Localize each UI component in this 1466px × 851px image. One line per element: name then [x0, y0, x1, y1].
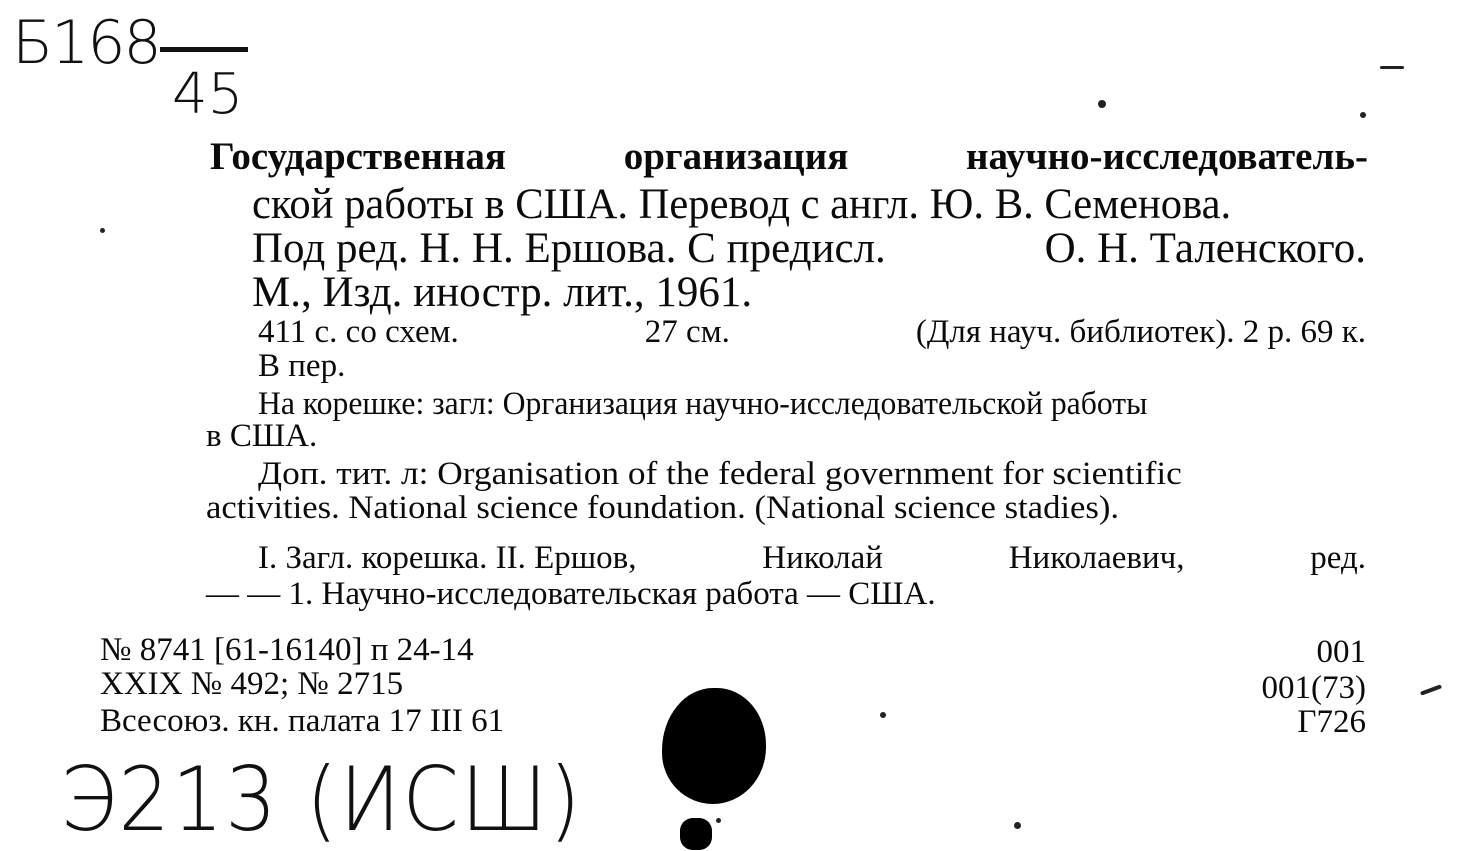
udc-code-2: 001(73)	[1261, 670, 1366, 706]
shelfmark-top: Б168	[12, 8, 160, 78]
added-title-note: Доп. тит. л: Organisation of the federal government for scientific	[258, 456, 1182, 492]
ink-drip	[680, 818, 712, 850]
spine-title-note-cont: в США.	[206, 418, 318, 454]
size-text: 27 см.	[644, 314, 730, 350]
physical-line-1	[258, 314, 1366, 351]
dust-speck	[1014, 822, 1021, 829]
title-line-1	[210, 134, 1368, 179]
spine-title-note: На корешке: загл: Организация научно-исследовательской работы	[258, 386, 1148, 422]
tracing-text: Николаевич,	[1008, 540, 1185, 576]
card-number: № 8741 [61-16140] п 24-14	[100, 632, 474, 668]
udc-code-1: 001	[1316, 634, 1366, 670]
handwritten-note: Э213 (ИСШ)	[60, 748, 583, 851]
title-line-3	[252, 224, 1366, 273]
dust-speck	[100, 228, 105, 233]
tracing-text: Николай	[762, 540, 883, 576]
dust-speck	[880, 712, 886, 718]
editor-text: Под ред. Н. Н. Ершова. С предисл.	[252, 225, 886, 272]
shelfmark-divider	[160, 47, 248, 52]
title-word: Государственная	[210, 135, 507, 178]
dust-speck	[1420, 684, 1442, 695]
price-text: (Для науч. библиотек). 2 р. 69 к.	[915, 314, 1366, 350]
preface-author-text: О. Н. Таленского.	[1044, 225, 1366, 272]
chronicle-reference: XXIX № 492; № 2715	[100, 666, 404, 702]
tracing-text: I. Загл. корешка. II. Ершов,	[258, 540, 637, 576]
tracings-line-1	[258, 540, 1366, 577]
title-word: научно-исследователь-	[966, 135, 1368, 178]
dust-speck	[1380, 66, 1404, 69]
dust-speck	[716, 818, 721, 823]
shelfmark-bottom: 45	[172, 62, 244, 127]
tracings-line-2: — — 1. Научно-исследовательская работа — США.	[206, 576, 936, 612]
title-word: организация	[623, 135, 849, 178]
chamber-stamp: Всесоюз. кн. палата 17 III 61	[100, 703, 505, 739]
author-mark: Г726	[1297, 704, 1366, 740]
binding-text: В пер.	[258, 348, 346, 384]
tracing-text: ред.	[1310, 540, 1366, 576]
imprint-line: М., Изд. иностр. лит., 1961.	[252, 269, 753, 316]
pagination-text: 411 с. со схем.	[258, 314, 459, 350]
dust-speck	[1098, 100, 1106, 108]
added-title-note-cont: activities. National science foundation. (National science stadies).	[206, 490, 1120, 526]
title-line-2: ской работы в США. Перевод с англ. Ю. В. Семенова.	[252, 181, 1232, 228]
ink-blot	[662, 688, 766, 804]
dust-speck	[1360, 112, 1366, 118]
